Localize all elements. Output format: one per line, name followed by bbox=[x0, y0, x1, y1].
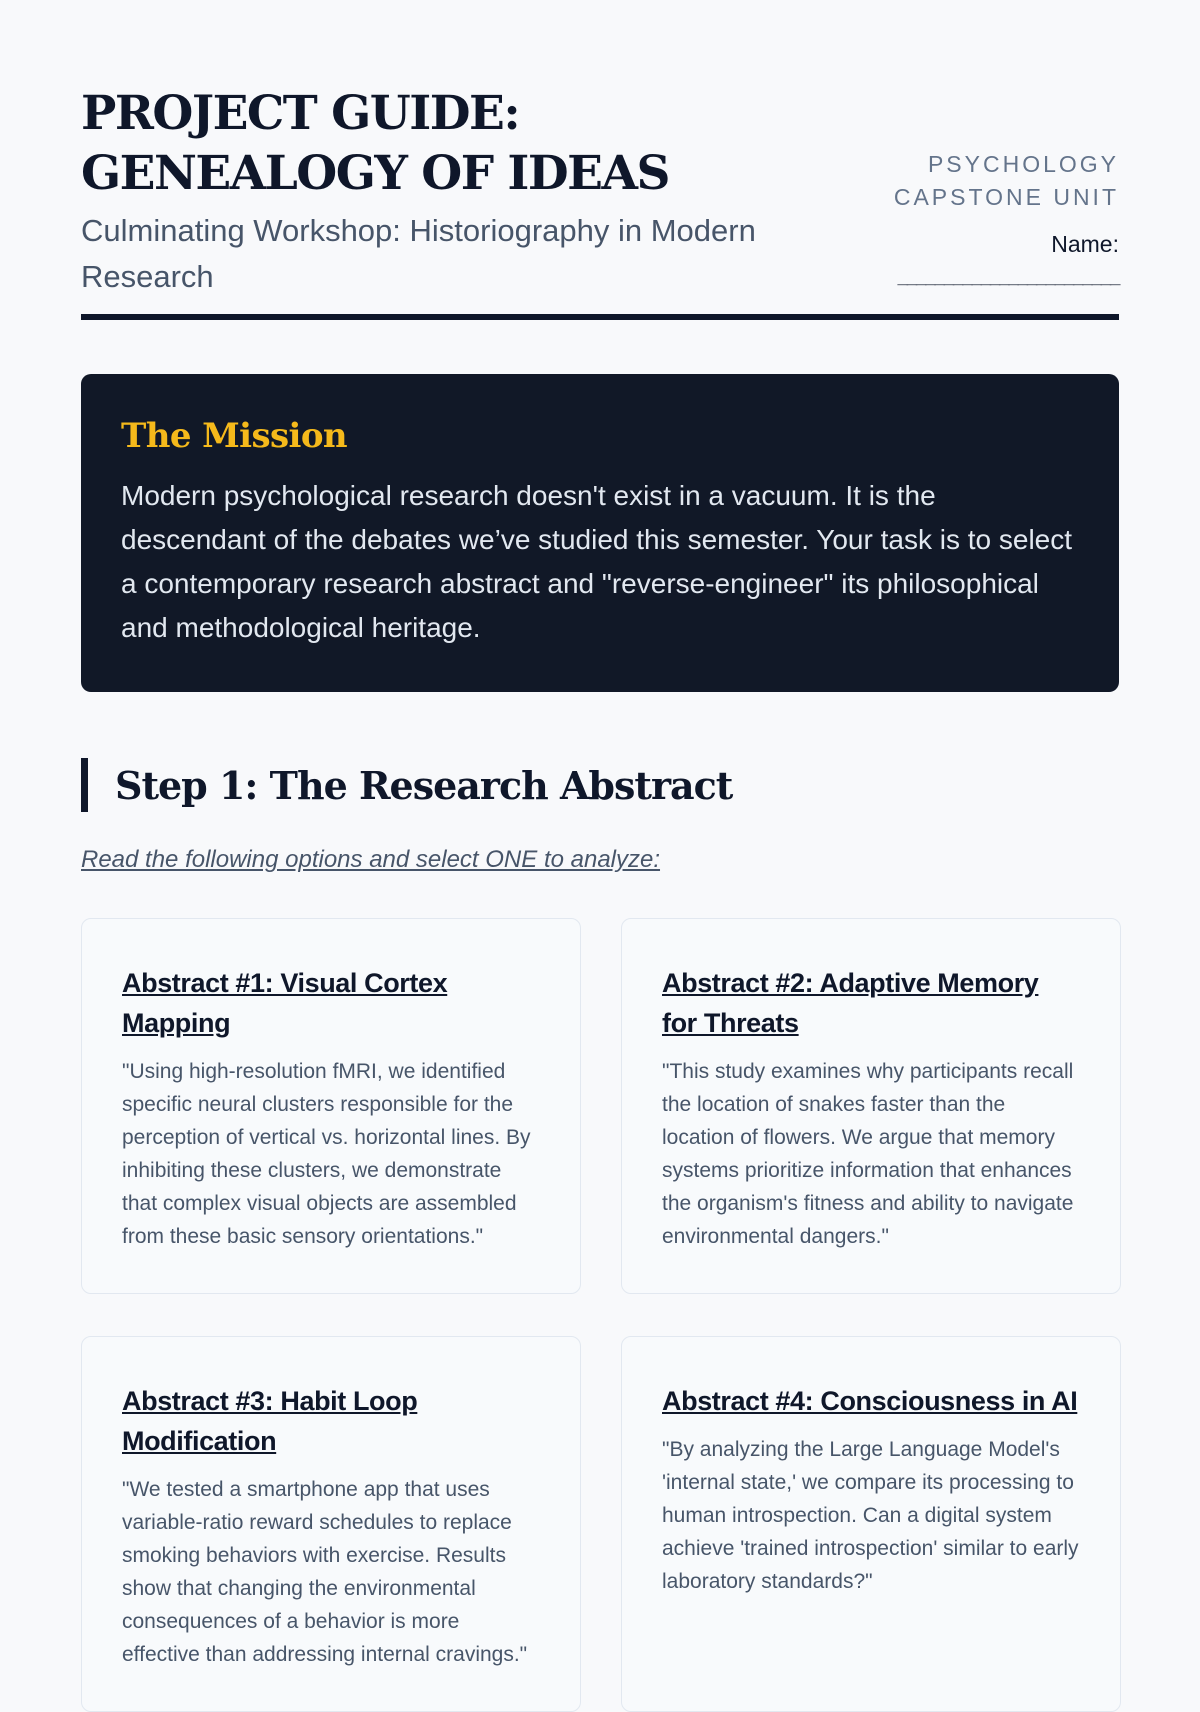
abstract-cards bbox=[81, 918, 1119, 1712]
abstract-card-4[interactable] bbox=[621, 1336, 1121, 1712]
abstract-body: "By analyzing the Large Language Model's 'internal state,' we compare its processing to human introspection. Can a digital system achieve 'trained introspection' similar to early laboratory standards?" bbox=[662, 1438, 1079, 1593]
unit-label-line-2: CAPSTONE UNIT bbox=[893, 184, 1119, 210]
abstract-title: Abstract #2: Adaptive Memory for Threats bbox=[662, 968, 1039, 1038]
abstract-card-1[interactable] bbox=[81, 918, 581, 1294]
step-1-instruction: Read the following options and select ONE to analyze: bbox=[81, 846, 661, 873]
step-1-heading bbox=[81, 758, 1119, 812]
abstract-card-3[interactable] bbox=[81, 1336, 581, 1712]
abstract-title: Abstract #1: Visual Cortex Mapping bbox=[122, 968, 448, 1038]
abstract-body: "Using high-resolution fMRI, we identified specific neural clusters responsible for the perception of vertical vs. horizontal lines. By inhibiting these clusters, we demonstrate that complex visual objects are assembled from these basic sensory orientations." bbox=[122, 1060, 531, 1248]
abstract-title: Abstract #3: Habit Loop Modification bbox=[122, 1386, 418, 1456]
name-label: Name: bbox=[1051, 231, 1119, 257]
page-title: PROJECT GUIDE: GENEALOGY OF IDEAS bbox=[81, 86, 669, 201]
abstract-card-2[interactable] bbox=[621, 918, 1121, 1294]
mission-box bbox=[81, 374, 1119, 692]
name-blank-line: ________________________ bbox=[897, 265, 1119, 286]
unit-label-line-1: PSYCHOLOGY bbox=[927, 151, 1119, 177]
step-1-title: Step 1: The Research Abstract bbox=[115, 762, 733, 808]
abstract-title: Abstract #4: Consciousness in AI bbox=[662, 1386, 1078, 1416]
abstract-body: "We tested a smartphone app that uses variable-ratio reward schedules to replace smoking behaviors with exercise. Results show that changing the environmental consequences of a behavior is more effective than addressing internal cravings." bbox=[122, 1478, 528, 1666]
page-subtitle: Culminating Workshop: Historiography in Modern Research bbox=[81, 213, 756, 294]
header-meta bbox=[800, 84, 1119, 292]
mission-title: The Mission bbox=[121, 416, 348, 456]
header-title-block bbox=[81, 84, 800, 300]
page-header bbox=[81, 0, 1119, 320]
abstract-body: "This study examines why participants recall the location of snakes faster than the location of flowers. We argue that memory systems prioritize information that enhances the organism's fitness and ability to navigate environmental dangers." bbox=[662, 1060, 1074, 1248]
mission-text: Modern psychological research doesn't exist in a vacuum. It is the descendant of the debates we’ve studied this semester. Your task is to select a contemporary research abstract and "reverse-engineer" its philosophical and methodological heritage. bbox=[121, 480, 1073, 643]
